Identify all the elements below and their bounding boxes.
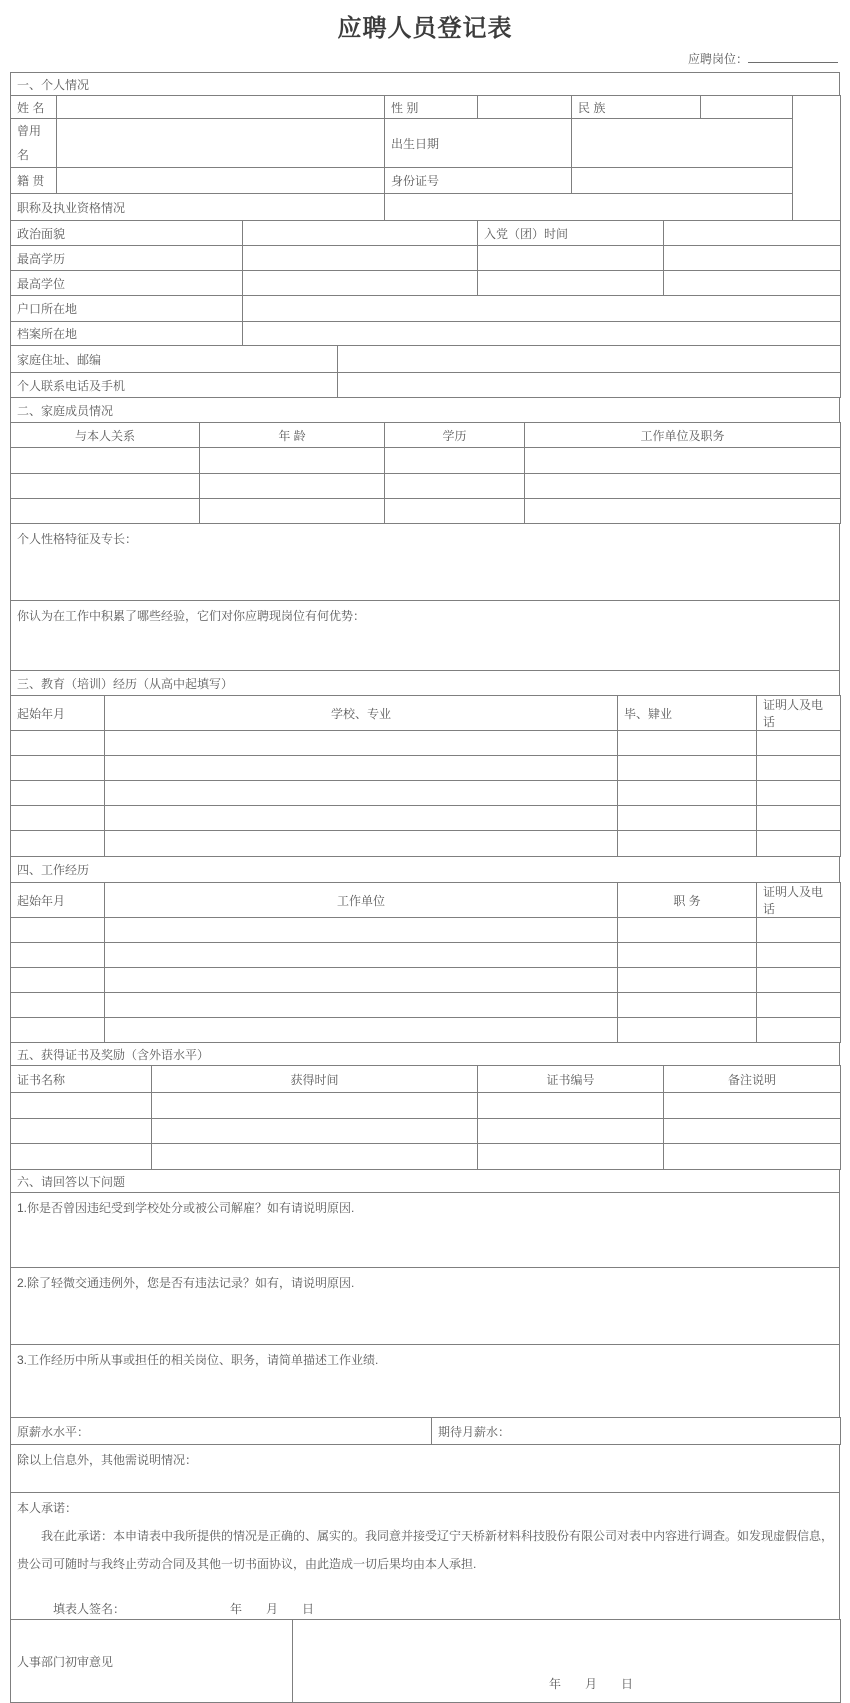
commitment-text: 我在此承诺：本申请表中我所提供的情况是正确的、属实的。我同意并接受辽宁天桥新材料科技股份有限公司对表中内容进行调查。如发现虚假信息，贵公司可随时与我终止劳动合同及其他一切书面协议，由此造成一切后果均由本人承担.	[17, 1529, 834, 1571]
archive-blank	[243, 322, 841, 346]
table-row	[11, 346, 841, 373]
party-time-blank	[664, 221, 841, 246]
edu-col-school: 学校、专业	[105, 696, 618, 731]
experience-advantage-cell: 你认为在工作中积累了哪些经验，它们对你应聘现岗位有何优势：	[11, 601, 840, 671]
hukou-blank	[243, 296, 841, 322]
address-label: 家庭住址、邮编	[11, 346, 338, 373]
table-row	[11, 943, 841, 968]
section-header-row	[11, 671, 840, 696]
hr-review-blank	[293, 1620, 841, 1703]
section-header-row	[11, 398, 840, 423]
table-row	[11, 993, 841, 1018]
commitment-cell	[11, 1493, 840, 1620]
address-blank	[338, 346, 841, 373]
personality-cell: 个人性格特征及专长：	[11, 524, 840, 601]
cert-col-date: 获得时间	[152, 1066, 478, 1093]
section3-title: 三、教育（培训）经历（从高中起填写）	[11, 671, 840, 696]
native-place-blank	[57, 168, 385, 194]
qualification-blank	[385, 194, 793, 221]
table-row	[11, 1493, 840, 1620]
hr-review-label: 人事部门初审意见	[11, 1620, 293, 1703]
commitment-title: 本人承诺：	[17, 1501, 78, 1515]
education-table	[10, 695, 841, 857]
signature-date: 年 月 日	[230, 1602, 321, 1616]
table-row	[11, 781, 841, 806]
edu-col-reference: 证明人及电话	[757, 696, 841, 731]
blank-cell	[664, 271, 841, 296]
highest-education-label: 最高学历	[11, 246, 243, 271]
table-row	[11, 1345, 840, 1418]
section6-title: 六、请回答以下问题	[11, 1170, 840, 1193]
family-col-workunit: 工作单位及职务	[525, 423, 841, 448]
work-col-unit: 工作单位	[105, 883, 618, 918]
certificates-table	[10, 1065, 841, 1170]
hr-review-table	[10, 1619, 841, 1703]
table-row	[11, 1119, 841, 1144]
original-salary-label: 原薪水水平：	[11, 1418, 432, 1445]
work-col-reference: 证明人及电话	[757, 883, 841, 918]
table-header-row	[11, 696, 841, 731]
birth-date-blank	[572, 119, 793, 168]
highest-degree-blank	[243, 271, 478, 296]
section-header-row	[11, 1043, 840, 1066]
table-row	[11, 168, 841, 194]
question-2-cell: 2.除了轻微交通违例外，您是否有违法记录？如有，请说明原因.	[11, 1268, 840, 1345]
section4-header-table	[10, 856, 840, 883]
table-row	[11, 1620, 841, 1703]
birth-date-label: 出生日期	[385, 119, 572, 168]
position-applied-line	[10, 50, 840, 66]
id-number-label: 身份证号	[385, 168, 572, 194]
blank-cell	[478, 271, 664, 296]
table-header-row	[11, 423, 841, 448]
page-title: 应聘人员登记表	[337, 15, 513, 42]
native-place-label: 籍 贯	[11, 168, 57, 194]
blank-cell	[478, 246, 664, 271]
table-row	[11, 1268, 840, 1345]
gender-blank	[478, 96, 572, 119]
table-row	[11, 1418, 841, 1445]
name-blank	[57, 96, 385, 119]
table-row	[11, 1144, 841, 1170]
hukou-label: 户口所在地	[11, 296, 243, 322]
table-row	[11, 271, 841, 296]
table-row	[11, 524, 840, 601]
former-name-blank	[57, 119, 385, 168]
table-row	[11, 448, 841, 474]
blank-cell	[664, 246, 841, 271]
table-row	[11, 96, 841, 119]
table-row	[11, 1018, 841, 1043]
cert-col-number: 证书编号	[478, 1066, 664, 1093]
political-blank	[243, 221, 478, 246]
personal-info-table-c	[10, 295, 841, 346]
family-members-table	[10, 422, 841, 524]
question-3-cell: 3.工作经历中所从事或担任的相关岗位、职务，请简单描述工作业绩.	[11, 1345, 840, 1418]
section6-header-table	[10, 1169, 840, 1193]
id-number-blank	[572, 168, 793, 194]
edu-col-period: 起始年月	[11, 696, 105, 731]
former-name-label: 曾用名	[11, 119, 57, 168]
cert-col-name: 证书名称	[11, 1066, 152, 1093]
section5-header-table	[10, 1042, 840, 1066]
position-applied-blank	[748, 50, 838, 63]
table-row	[11, 194, 841, 221]
signature-label: 填表人签名：	[53, 1602, 126, 1616]
table-row	[11, 1093, 841, 1119]
commitment-table	[10, 1492, 840, 1620]
salary-table	[10, 1417, 841, 1445]
table-row	[11, 918, 841, 943]
personal-info-table-d	[10, 345, 841, 398]
ethnic-blank	[701, 96, 793, 119]
highest-degree-label: 最高学位	[11, 271, 243, 296]
table-row	[11, 373, 841, 398]
name-label: 姓 名	[11, 96, 57, 119]
table-row	[11, 831, 841, 857]
table-row	[11, 1445, 840, 1493]
signature-row	[17, 1600, 833, 1617]
personal-info-table-a	[10, 95, 841, 221]
section2-title: 二、家庭成员情况	[11, 398, 840, 423]
question-1-cell: 1.你是否曾因违纪受到学校处分或被公司解雇？如有请说明原因.	[11, 1193, 840, 1268]
table-row	[11, 246, 841, 271]
party-time-label: 入党（团）时间	[478, 221, 664, 246]
highest-education-blank	[243, 246, 478, 271]
work-col-position: 职 务	[618, 883, 757, 918]
qualification-label: 职称及执业资格情况	[11, 194, 385, 221]
table-row	[11, 221, 841, 246]
table-row	[11, 296, 841, 322]
work-table	[10, 882, 841, 1043]
cert-col-remark: 备注说明	[664, 1066, 841, 1093]
hr-review-date: 年 月 日	[549, 1677, 640, 1691]
personal-info-table-b	[10, 220, 841, 296]
section1-title: 一、个人情况	[11, 73, 840, 96]
archive-label: 档案所在地	[11, 322, 243, 346]
table-row	[11, 322, 841, 346]
work-col-period: 起始年月	[11, 883, 105, 918]
table-row	[11, 601, 840, 671]
table-row	[11, 968, 841, 993]
other-info-table	[10, 1444, 840, 1493]
phone-label: 个人联系电话及手机	[11, 373, 338, 398]
other-info-cell: 除以上信息外，其他需说明情况：	[11, 1445, 840, 1493]
personality-table	[10, 523, 840, 671]
table-row	[11, 756, 841, 781]
table-row	[11, 474, 841, 499]
political-label: 政治面貌	[11, 221, 243, 246]
ethnic-label: 民 族	[572, 96, 701, 119]
phone-blank	[338, 373, 841, 398]
section1-header-table	[10, 72, 840, 96]
family-col-education: 学历	[385, 423, 525, 448]
section-header-row	[11, 73, 840, 96]
gender-label: 性 别	[385, 96, 478, 119]
questions-table	[10, 1192, 840, 1418]
section5-title: 五、获得证书及奖励（含外语水平）	[11, 1043, 840, 1066]
table-row	[11, 806, 841, 831]
section-header-row	[11, 857, 840, 883]
family-col-age: 年 龄	[200, 423, 385, 448]
edu-col-graduation: 毕、肄业	[618, 696, 757, 731]
table-header-row	[11, 1066, 841, 1093]
family-col-relation: 与本人关系	[11, 423, 200, 448]
table-header-row	[11, 883, 841, 918]
section-header-row	[11, 1170, 840, 1193]
section4-title: 四、工作经历	[11, 857, 840, 883]
table-row	[11, 119, 841, 168]
table-row	[11, 731, 841, 756]
position-applied-label: 应聘岗位：	[687, 52, 748, 66]
expected-salary-label: 期待月薪水：	[432, 1418, 841, 1445]
table-row	[11, 1193, 840, 1268]
table-row	[11, 499, 841, 524]
section3-header-table	[10, 670, 840, 696]
photo-cell	[793, 96, 841, 221]
section2-header-table	[10, 397, 840, 423]
